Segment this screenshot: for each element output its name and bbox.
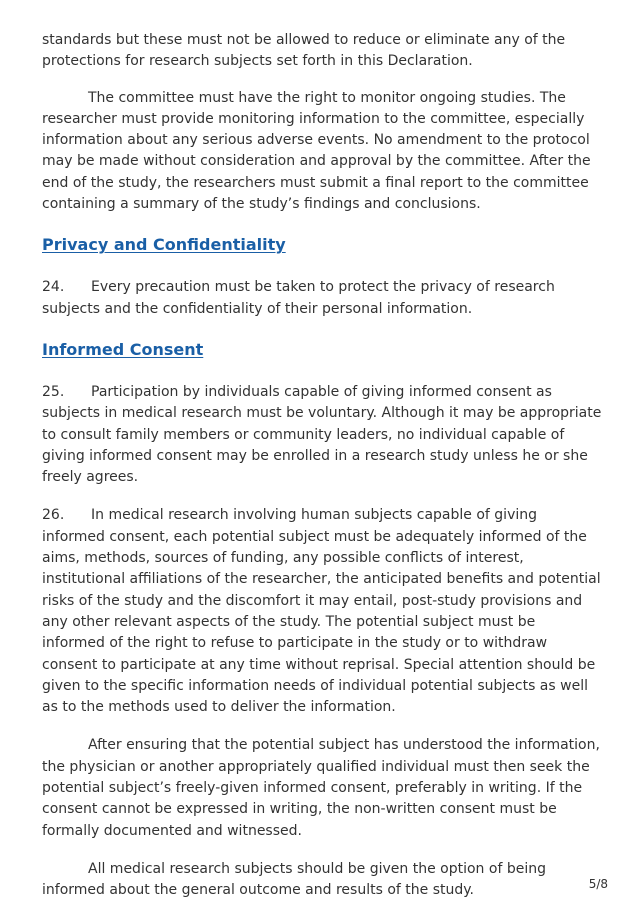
paragraph-continuation: standards but these must not be allowed to reduce or eliminate any of the protections for research subjects set forth in this Declaration.	[42, 32, 566, 70]
paragraph-after-ensuring: After ensuring that the potential subject has understood the information, the physician or another appropriately qualified individual must then seek the potential subject’s freely-given informed consent, preferably in writing. If the consent cannot be expressed in writing, the non-written consent must be formally documented and witnessed.	[42, 737, 600, 839]
informed-consent-heading-link[interactable]: Informed Consent	[42, 339, 204, 359]
page-number: 5/8	[588, 877, 608, 891]
document-body	[42, 30, 602, 902]
article-text: In medical research involving human subjects capable of giving informed consent, each potential subject must be adequately informed of the aims, methods, sources of funding, any possible conflicts of interest, institutional affiliations of the researcher, the anticipated benefits and potential risks of the study and the discomfort it may entail, post-study provisions and any other relevant aspects of the study. The potential subject must be informed of the right to refuse to participate in the study or to withdraw consent to participate at any time without reprisal. Special attention should be given to the specific information needs of individual potential subjects as well as to the methods used to deliver the information.	[42, 507, 601, 716]
article-24	[42, 277, 602, 320]
paragraph-committee-monitoring: The committee must have the right to monitor ongoing studies. The researcher must provide monitoring information to the committee, especially information about any serious adverse events. No amendment to the protocol may be made without consideration and approval by the committee. After the end of the study, the researchers must submit a final report to the committee containing a summary of the study’s findings and conclusions.	[42, 89, 591, 213]
article-number: 25.	[42, 383, 65, 400]
article-text: Participation by individuals capable of giving informed consent as subjects in medical research must be voluntary. Although it may be appropriate to consult family members or community leaders, no individual capable of giving informed consent may be enrolled in a research study unless he or she freely agrees.	[42, 383, 602, 486]
article-number: 26.	[42, 507, 65, 524]
section-heading-privacy	[42, 235, 602, 255]
article-26	[42, 505, 602, 718]
paragraph-all-subjects: All medical research subjects should be given the option of being informed about the general outcome and results of the study.	[42, 860, 546, 899]
article-25	[42, 382, 602, 488]
article-text: Every precaution must be taken to protect the privacy of research subjects and the confidentiality of their personal information.	[42, 279, 555, 317]
article-number: 24.	[42, 279, 65, 296]
privacy-heading-link[interactable]: Privacy and Confidentiality	[42, 235, 286, 255]
section-heading-informed-consent	[42, 340, 602, 360]
